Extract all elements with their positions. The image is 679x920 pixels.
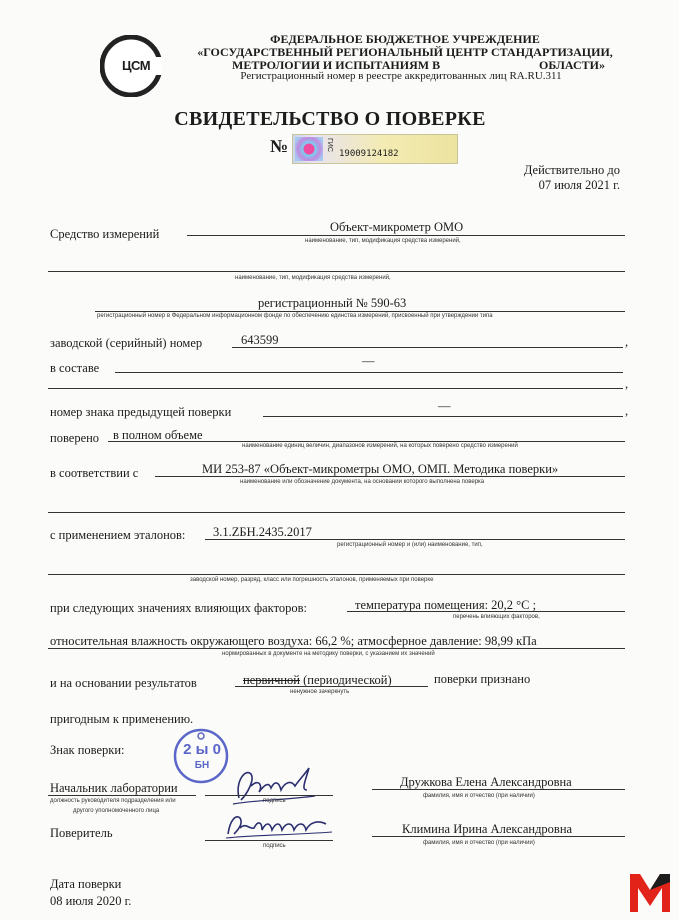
head-name: Дружкова Елена Александровна (400, 775, 572, 789)
org-line-2: «ГОСУДАРСТВЕННЫЙ РЕГИОНАЛЬНЫЙ ЦЕНТР СТАНДАРТИЗАЦИИ, (197, 45, 613, 59)
method-value: МИ 253-87 «Объект-микрометры ОМО, ОМП. Методика поверки» (202, 462, 559, 476)
org-line-3a: МЕТРОЛОГИИ И ИСПЫТАНИЯМ В (232, 58, 441, 72)
results-label: и на основании результатов (50, 676, 197, 690)
sticker-code: ГИС (326, 138, 333, 152)
scope-label: поверено (50, 431, 100, 445)
prev-mark-comma: , (625, 404, 629, 418)
serial-label: заводской (серийный) номер (50, 336, 203, 350)
scope-value: в полном объеме (113, 428, 203, 442)
serial-comma: , (625, 335, 629, 349)
results-value-rest: (периодической) (300, 673, 392, 687)
org-line-3b: ОБЛАСТИ» (539, 58, 605, 72)
hologram-patch (295, 137, 323, 161)
verification-stamp (172, 727, 230, 785)
prev-mark-label: номер знака предыдущей поверки (50, 405, 232, 419)
verifier-name: Климина Ирина Александровна (402, 822, 573, 836)
factors-caption-2: нормированных в документе на методику поверки, с указанием их значений (222, 651, 435, 657)
composition-comma: , (625, 377, 629, 391)
instrument-value: Объект-микрометр ОМО (330, 220, 464, 234)
standards-caption-2: заводской номер, разряд, класс или погрешность эталонов, применяемых при поверке (190, 577, 434, 583)
scope-caption: наименование единиц величин, диапазонов измерений, на которых поверено средство измерений (242, 443, 518, 449)
hologram-sticker (292, 134, 458, 164)
accreditation-note: Регистрационный номер в реестре аккредитованных лиц RA.RU.311 (240, 70, 562, 82)
composition-label: в составе (50, 361, 100, 375)
head-sign-caption: подпись (263, 798, 286, 804)
results-caption: ненужное зачеркнуть (290, 689, 350, 695)
standards-caption-1: регистрационный номер и (или) наименование, тип, (337, 542, 483, 548)
prev-mark-value: — (438, 399, 451, 413)
stamp-line-1: 2 ы 0 (183, 741, 221, 758)
instrument-caption-1: наименование, тип, модификация средства измерений, (305, 238, 461, 244)
document-title: СВИДЕТЕЛЬСТВО О ПОВЕРКЕ (174, 108, 486, 130)
stamp-line-2: БН (194, 760, 210, 771)
factors-value-1: температура помещения: 20,2 °С ; (355, 598, 537, 612)
standards-value: 3.1.ZБН.2435.2017 (213, 525, 312, 539)
composition-value: — (362, 354, 375, 368)
verifier-signature-icon (222, 808, 337, 844)
sticker-number: 19009124182 (339, 149, 399, 159)
results-after: поверки признано (434, 672, 531, 686)
registration-caption: регистрационный номер в Федеральном информационном фонде по обеспечению единства измерений, присвоенный при утверждении типа (97, 313, 493, 319)
verifier-label: Поверитель (50, 826, 113, 840)
factors-value-2: относительная влажность окружающего воздуха: 66,2 %; атмосферное давление: 98,99 кПа (50, 634, 537, 648)
verifier-name-caption: фамилия, имя и отчество (при наличии) (423, 840, 535, 846)
head-caption-position-1: должность руководителя подразделения или (50, 798, 176, 804)
valid-date: 07 июля 2021 г. (538, 178, 620, 192)
factors-caption-1: перечень влияющих факторов, (453, 614, 540, 620)
date-value: 08 июля 2020 г. (50, 894, 132, 908)
head-name-caption: фамилия, имя и отчество (при наличии) (423, 793, 535, 799)
csm-logo (100, 35, 162, 97)
head-caption-position-2: другого уполномоченного лица (73, 808, 160, 814)
m-logo-icon (626, 868, 674, 916)
valid-label: Действительно до (523, 163, 620, 177)
method-caption: наименование или обозначение документа, на основании которого выполнена поверка (240, 479, 485, 485)
number-sign: № (270, 136, 289, 156)
results-struck-word: первичной (243, 673, 300, 687)
conclusion: пригодным к применению. (50, 712, 194, 726)
verifier-sign-caption: подпись (263, 843, 286, 849)
instrument-label: Средство измерений (50, 227, 160, 241)
factors-label: при следующих значениях влияющих факторов: (50, 601, 307, 615)
date-label: Дата поверки (50, 877, 122, 891)
watermark-letter (626, 868, 627, 869)
method-label: в соответствии с (50, 466, 139, 480)
watermark-logo (626, 868, 674, 916)
standards-label: с применением эталонов: (50, 528, 186, 542)
instrument-caption-2: наименование, тип, модификация средства измерений, (235, 275, 391, 281)
org-line-1: ФЕДЕРАЛЬНОЕ БЮДЖЕТНОЕ УЧРЕЖДЕНИЕ (270, 32, 540, 46)
logo-text: ЦСМ (122, 58, 151, 73)
serial-value: 643599 (241, 333, 279, 347)
mark-label: Знак поверки: (50, 743, 125, 757)
head-label: Начальник лаборатории (50, 781, 178, 795)
registration-value: регистрационный № 590-63 (258, 296, 407, 310)
